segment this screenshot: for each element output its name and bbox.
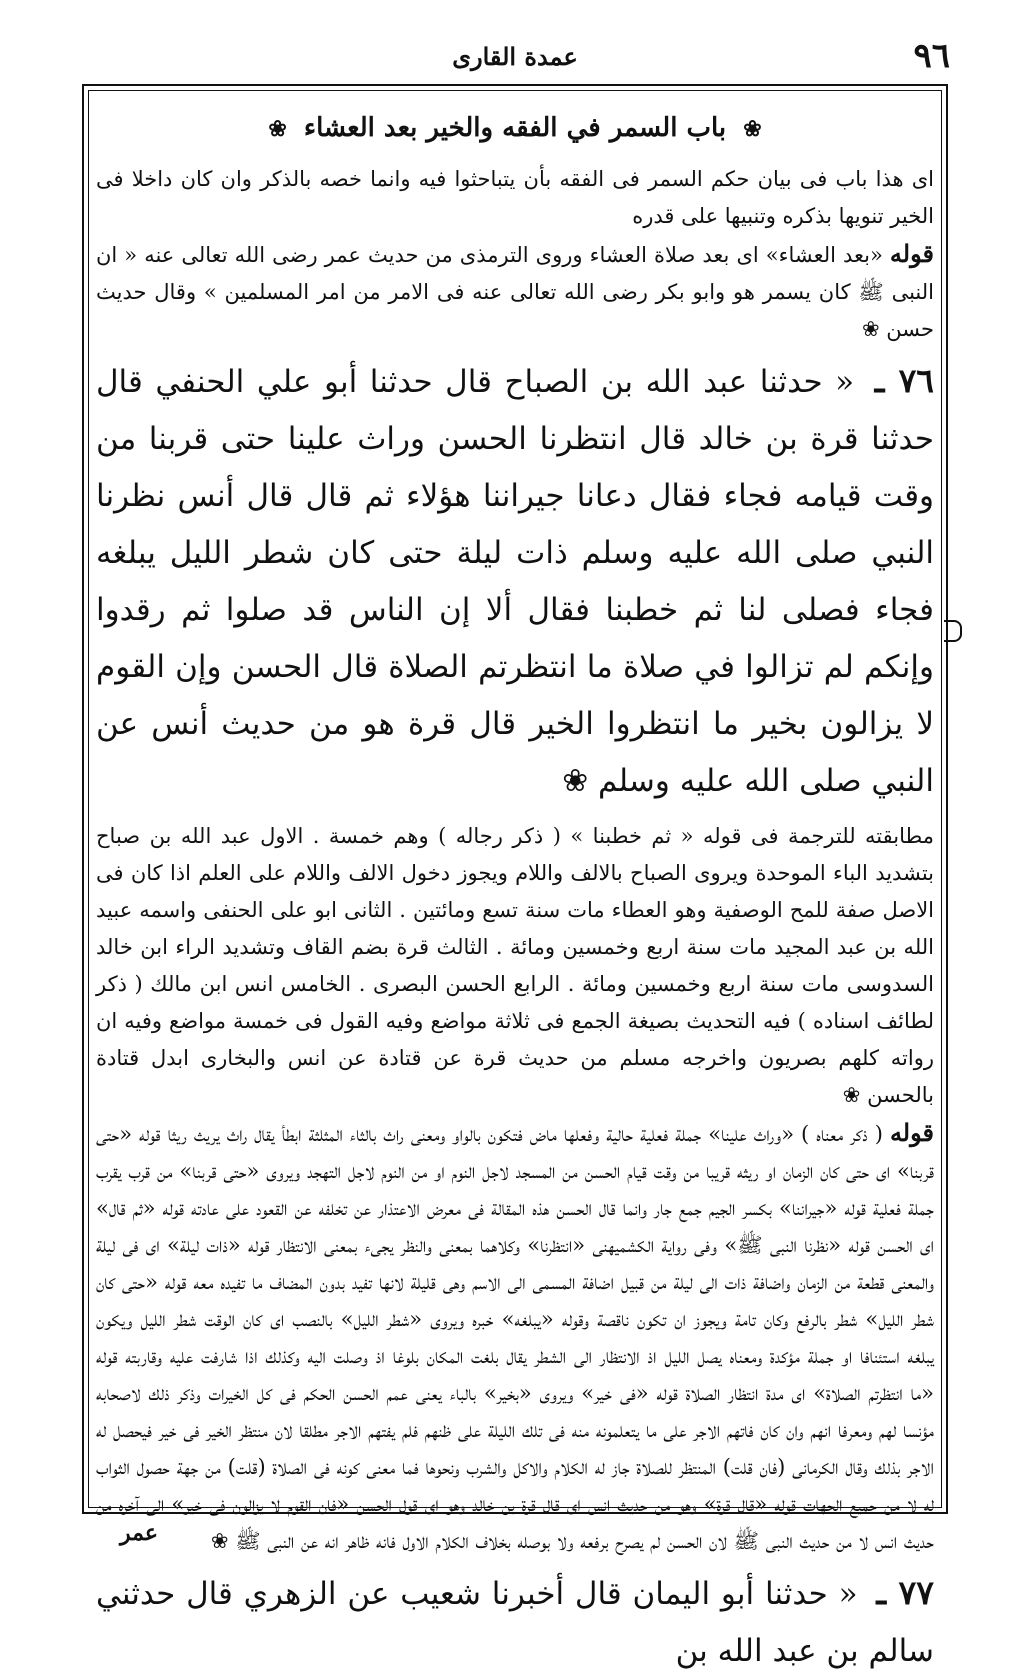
commentary-text: اى هذا باب فى بيان حكم السمر فى الفقه بأن يتباحثوا فيه وانما خصه بالذكر وان كان داخلا فى الخير تنويها بذكره وتنبيها على قدره xyxy=(96,167,934,228)
keyword-qawluhu: قوله xyxy=(889,1118,934,1147)
hadith-number: ٧٦ ـ xyxy=(874,361,935,400)
margin-bracket-mark xyxy=(944,620,962,642)
ornament-left-icon: ❀ xyxy=(268,116,287,142)
commentary-text: مطابقته للترجمة فى قوله « ثم خطبنا » ( ذكر رجاله ) وهم خمسة . الاول عبد الله بن صباح بتشديد الباء الموحدة ويروى الصباح بالالف واللام ويجوز دخول الالف واللام على العلم اذا كان فى الاصل صفة للمح الوصفية وهو العطاء مات سنة تسع ومائتين . الثانى ابو على الحنفى واسمه عبيد الله بن عبد المجيد مات سنة اربع وخمسين ومائة . الثالث قرة بضم القاف وتشديد الراء ابن خالد السدوسى مات سنة اربع وخمسين ومائة . الرابع الحسن البصرى . الخامس انس ابن مالك ( ذكر لطائف اسناده ) فيه التحديث بصيغة الجمع فى ثلاثة مواضع وفيه القول فى خمسة مواضع وفيه ان رواته كلهم بصريون واخرجه مسلم من حديث قرة عن قتادة عن انس والبخارى ابدل قتادة بالحسن ❀ xyxy=(96,824,934,1107)
chapter-heading xyxy=(96,110,934,147)
book-title: عمدة القارى xyxy=(452,42,578,71)
ornament-right-icon: ❀ xyxy=(743,116,762,142)
commentary-paragraph xyxy=(96,235,934,348)
page-number: ٩٦ xyxy=(913,36,950,76)
commentary-paragraph xyxy=(96,818,934,1114)
commentary-paragraph xyxy=(96,1114,934,1560)
chapter-title: باب السمر في الفقه والخير بعد العشاء xyxy=(303,113,727,143)
commentary-text: ( ذكر معناه ) «وراث علينا» جملة فعلية حالية وفعلها ماض فتكون بالواو ومعنى راث بالثاء المثلثة ابطأ يقال راث يريث ريثا قوله «حتى قربنا» اى حتى كان الزمان او ريثه قريبا من وقت قيام الحسن من المسجد لاجل النوم او من النوم لاجل التهجد ويروى «حتى قربنا» من قرب يقرب جملة فعلية قوله «جيراننا» بكسر الجيم جمع جار وانما قال الحسن هذه المقالة فى معرض الاعتذار عن تخلفه عن القعود على عادته قوله «ثم قال» اى الحسن قوله «نظرنا النبى ﷺ» وفى رواية الكشميهنى «انتظرنا» وكلاهما بمعنى والنظر يجىء بمعنى الانتظار قوله «ذات ليلة» اى فى ليلة والمعنى قطعة من الزمان واضافة ذات الى ليلة من قبيل اضافة المسمى الى الاسم وهى قليلة لانها تفيد بدون المضاف ما تفيده معه قوله «حتى كان شطر الليل» شطر بالرفع وكان تامة ويجوز ان تكون ناقصة وقوله «يبلغه» خبره ويروى «شطر الليل» بالنصب اى كان الوقت شطر الليل ويكون يبلغه استئنافا او جملة مؤكدة ومعناه يصل الليل اذ الانتظار الى الشطر يقال بلغت المكان بلوغا اذ وصلت اليه وكذلك اذا شارفت عليه وقاربته قوله «ما انتظرتم الصلاة» اى مدة انتظار الصلاة قوله «فى خير» ويروى «بخير» بالباء يعنى عمم الحسن الحكم فى كل الخيرات وذكر ذلك لاصحابه مؤنسا لهم ومعرفا انهم وان كان فاتهم الاجر على ما يتعلمونه منه فى تلك الليلة على ظنهم فلم يفتهم الاجر مطلقا لان منتظر الخير فى خير فيحصل له الاجر بذلك وقال الكرمانى (فان قلت) المنتظر للصلاة جاز له الكلام والاكل والشرب ونحوها فما معنى كونه فى الصلاة (قلت) من جهة حصول الثواب له لا من جميع الجهات قوله «قال قرة» وهو من حديث انس اى قال قرة بن خالد وهو اى قول الحسن «فان القوم لا يزالون فى خير» الى آخره من حديث انس لا من حديث النبى ﷺ لان الحسن لم يصرح برفعه ولا بوصله بخلاف الكلام الاول فانه ظاهر انه عن النبى ﷺ ❀ xyxy=(96,1122,934,1553)
commentary-paragraph xyxy=(96,161,934,235)
hadith-77 xyxy=(96,1564,934,1680)
page-body xyxy=(96,100,935,1669)
keyword-qawluhu: قوله xyxy=(889,239,934,268)
hadith-text: « حدثنا عبد الله بن الصباح قال حدثنا أبو علي الحنفي قال حدثنا قرة بن خالد قال انتظرنا الحسن وراث علينا حتى قربنا من وقت قيامه فجاء فقال دعانا جيراننا هؤلاء ثم قال قال أنس نظرنا النبي صلى الله عليه وسلم ذات ليلة حتى كان شطر الليل يبلغه فجاء فصلى لنا ثم خطبنا فقال ألا إن الناس قد صلوا ثم رقدوا وإنكم لم تزالوا في صلاة ما انتظرتم الصلاة قال الحسن وإن القوم لا يزالون بخير ما انتظروا الخير قال قرة هو من حديث أنس عن النبي صلى الله عليه وسلم ❀ xyxy=(96,364,934,799)
catchword: عمر xyxy=(120,1520,158,1546)
commentary-text: «بعد العشاء» اى بعد صلاة العشاء وروى الترمذى من حديث عمر رضى الله تعالى عنه « ان النبى ﷺ كان يسمر هو وابو بكر رضى الله تعالى عنه فى الامر من امر المسلمين » وقال حديث حسن ❀ xyxy=(96,243,934,341)
page-header xyxy=(80,36,950,84)
hadith-text: « حدثنا أبو اليمان قال أخبرنا شعيب عن الزهري قال حدثني سالم بن عبد الله بن xyxy=(96,1576,934,1669)
hadith-76 xyxy=(96,352,934,810)
hadith-number: ٧٧ ـ xyxy=(876,1573,934,1612)
